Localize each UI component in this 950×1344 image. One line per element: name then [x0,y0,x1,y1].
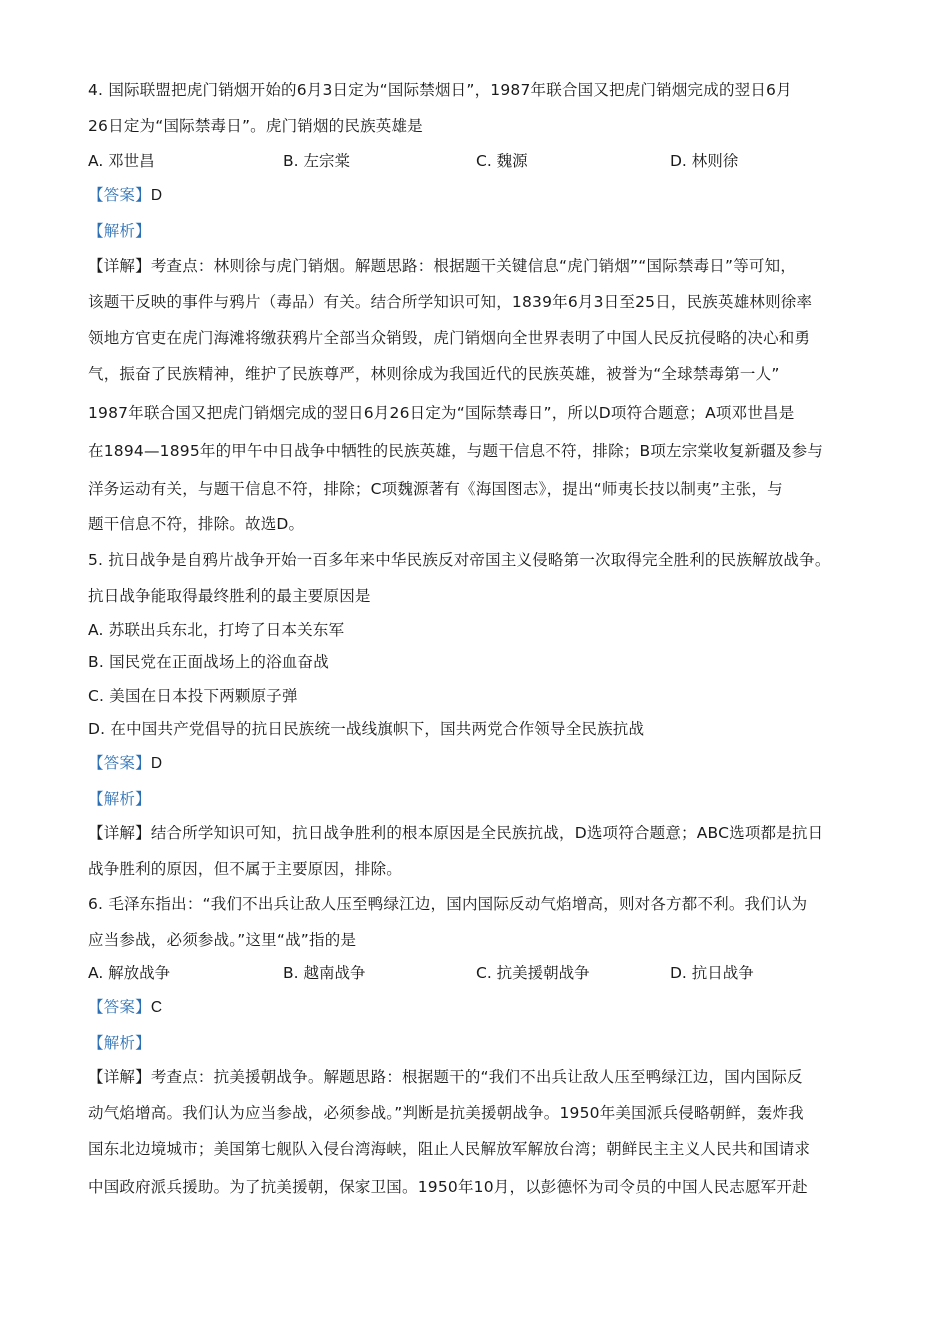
q6-option-a: A. 解放战争 [88,964,171,982]
q6-detail-line-4: 中国政府派兵援助。为了抗美援朝，保家卫国。1950年10月，以彭德怀为司令员的中国人民志愿军开赴 [88,1178,808,1196]
q6-detail-line-2: 动气焰增高。我们认为应当参战，必须参战。”判断是抗美援朝战争。1950年美国派兵侵略朝鲜，轰炸我 [88,1104,804,1122]
q4-detail-line-5: 1987年联合国又把虎门销烟完成的翌日6月26日定为“国际禁毒日”，所以D项符合题意；A项邓世昌是 [88,404,795,422]
q6-analysis-tag: 【解析】 [88,1034,151,1052]
q4-option-d: D. 林则徐 [670,152,739,170]
q5-detail-tag: 【详解】 [88,824,151,842]
q5-stem-line-2: 抗日战争能取得最终胜利的最主要原因是 [88,587,371,605]
q4-detail-line-4: 气，振奋了民族精神，维护了民族尊严，林则徐成为我国近代的民族英雄，被誉为“全球禁毒第一人” [88,365,780,383]
q6-option-b: B. 越南战争 [283,964,366,982]
q6-answer-value: C [150,999,163,1016]
q4-detail-line-8: 题干信息不符，排除。故选D。 [88,515,305,533]
q5-option-d: D. 在中国共产党倡导的抗日民族统一战线旗帜下，国共两党合作领导全民族抗战 [88,720,645,738]
q5-option-c: C. 美国在日本投下两颗原子弹 [88,687,298,705]
q5-detail-line-1 [88,823,878,843]
q6-answer-line [88,997,878,1018]
q4-option-a: A. 邓世昌 [88,152,155,170]
q4-stem-line-1: 4. 国际联盟把虎门销烟开始的6月3日定为“国际禁烟日”，1987年联合国又把虎门销烟完成的翌日6月 [88,81,792,99]
q5-detail-text-1: 结合所学知识可知，抗日战争胜利的根本原因是全民族抗战，D选项符合题意；ABC选项都是抗日 [150,824,824,842]
q5-answer-tag: 【答案】 [88,754,151,772]
q5-analysis-tag: 【解析】 [88,790,151,808]
q4-detail-line-1 [88,256,878,276]
q5-answer-value: D [150,755,163,772]
q6-detail-tag: 【详解】 [88,1068,151,1086]
q4-detail-line-2: 该题干反映的事件与鸦片（毒品）有关。结合所学知识可知，1839年6月3日至25日，民族英雄林则徐率 [88,293,813,311]
q5-option-b: B. 国民党在正面战场上的浴血奋战 [88,653,329,671]
q6-detail-line-1 [88,1067,878,1087]
q6-stem-line-2: 应当参战，必须参战。”这里“战”指的是 [88,931,357,949]
q4-option-c: C. 魏源 [476,152,528,170]
q4-stem-line-2: 26日定为“国际禁毒日”。虎门销烟的民族英雄是 [88,117,423,135]
q6-option-d: D. 抗日战争 [670,964,754,982]
q5-option-a: A. 苏联出兵东北，打垮了日本关东军 [88,621,345,639]
q4-detail-line-7: 洋务运动有关，与题干信息不符，排除；C项魏源著有《海国图志》，提出“师夷长技以制夷”主张，与 [88,480,783,498]
q4-detail-tag: 【详解】 [88,257,151,275]
q4-analysis-tag: 【解析】 [88,222,151,240]
q6-stem-line-1: 6. 毛泽东指出：“我们不出兵让敌人压至鸭绿江边，国内国际反动气焰增高，则对各方都不利。我们认为 [88,895,808,913]
q4-detail-line-3: 领地方官吏在虎门海滩将缴获鸦片全部当众销毁，虎门销烟向全世界表明了中国人民反抗侵略的决心和勇 [88,329,811,347]
q6-detail-line-3: 国东北边境城市；美国第七舰队入侵台湾海峡，阻止人民解放军解放台湾；朝鲜民主主义人民共和国请求 [88,1140,811,1158]
q4-option-b: B. 左宗棠 [283,152,350,170]
q6-option-c: C. 抗美援朝战争 [476,964,590,982]
q5-answer-line [88,753,878,774]
q5-stem-line-1: 5. 抗日战争是自鸦片战争开始一百多年来中华民族反对帝国主义侵略第一次取得完全胜利的民族解放战争。 [88,551,831,569]
q6-answer-tag: 【答案】 [88,998,151,1016]
q4-detail-text-1: 考查点：林则徐与虎门销烟。解题思路：根据题干关键信息“虎门销烟”“国际禁毒日”等可知， [150,257,797,275]
q4-answer-tag: 【答案】 [88,186,151,204]
q4-answer-line [88,185,878,206]
q4-detail-line-6: 在1894—1895年的甲午中日战争中牺牲的民族英雄，与题干信息不符，排除；B项左宗棠收复新疆及参与 [88,442,824,460]
q5-detail-line-2: 战争胜利的原因，但不属于主要原因，排除。 [88,860,403,878]
q4-answer-value: D [150,187,163,204]
q6-detail-text-1: 考查点：抗美援朝战争。解题思路：根据题干的“我们不出兵让敌人压至鸭绿江边，国内国际反 [150,1068,803,1086]
